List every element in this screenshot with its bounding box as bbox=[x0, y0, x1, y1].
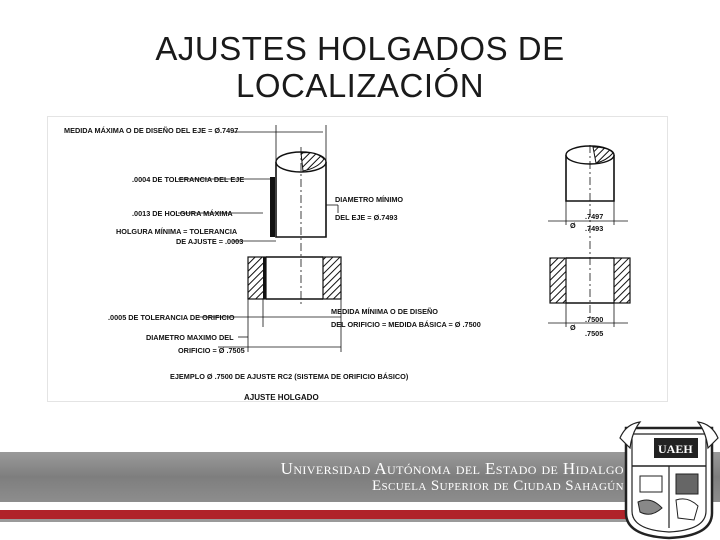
label-hole-tolerance: .0005 DE TOLERANCIA DE ORIFICIO bbox=[108, 313, 235, 322]
red-stripe bbox=[0, 510, 640, 519]
title-line-2: LOCALIZACIÓN bbox=[235, 67, 485, 105]
shaft-tolerance-strip bbox=[270, 177, 275, 237]
label-min-shaft-2: DEL EJE = Ø.7493 bbox=[335, 213, 398, 222]
fit-diagram bbox=[47, 116, 668, 402]
seal-text: UAEH bbox=[658, 442, 693, 456]
shaft-drawing bbox=[276, 147, 326, 307]
label-max-clearance: .0013 DE HOLGURA MÁXIMA bbox=[132, 209, 233, 218]
label-shaft-tolerance: .0004 DE TOLERANCIA DEL EJE bbox=[132, 175, 245, 184]
university-name: Universidad Autónoma del Estado de Hidalgo bbox=[280, 459, 624, 478]
shaft-diameter-symbol: Ø bbox=[570, 221, 576, 230]
label-max-hole-2: ORIFICIO = Ø .7505 bbox=[178, 346, 245, 355]
hole-upper-limit: .7505 bbox=[585, 329, 604, 338]
slide-title bbox=[80, 30, 640, 104]
hole-diameter-symbol: Ø bbox=[570, 323, 576, 332]
label-example: EJEMPLO Ø .7500 DE AJUSTE RC2 (SISTEMA DE ORIFICIO BÁSICO) bbox=[170, 372, 409, 381]
shaft-upper-limit: .7497 bbox=[585, 212, 604, 221]
hole-lower-limit: .7500 bbox=[585, 315, 604, 324]
hole-drawing bbox=[248, 257, 341, 299]
university-seal-logo bbox=[618, 418, 720, 540]
label-min-clearance-1: HOLGURA MÍNIMA = TOLERANCIA bbox=[116, 227, 238, 236]
label-min-hole-1: MEDIDA MÍNIMA O DE DISEÑO bbox=[331, 307, 438, 316]
shaft-lower-limit: .7493 bbox=[585, 224, 604, 233]
label-min-hole-2: DEL ORIFICIO = MEDIDA BÁSICA = Ø .7500 bbox=[331, 320, 481, 329]
label-min-clearance-2: DE AJUSTE = .0003 bbox=[176, 237, 244, 246]
title-line-1: AJUSTES HOLGADOS DE bbox=[155, 30, 565, 68]
figure-caption: AJUSTE HOLGADO bbox=[244, 393, 319, 401]
label-max-hole-1: DIAMETRO MAXIMO DEL bbox=[146, 333, 234, 342]
label-max-shaft: MEDIDA MÁXIMA O DE DISEÑO DEL EJE = Ø.7497 bbox=[64, 126, 239, 135]
fit-diagram-svg bbox=[48, 117, 667, 401]
label-min-shaft-1: DIAMETRO MÍNIMO bbox=[335, 195, 404, 204]
school-name: Escuela Superior de Ciudad Sahagún bbox=[371, 478, 624, 494]
gray-stripe bbox=[0, 519, 640, 522]
